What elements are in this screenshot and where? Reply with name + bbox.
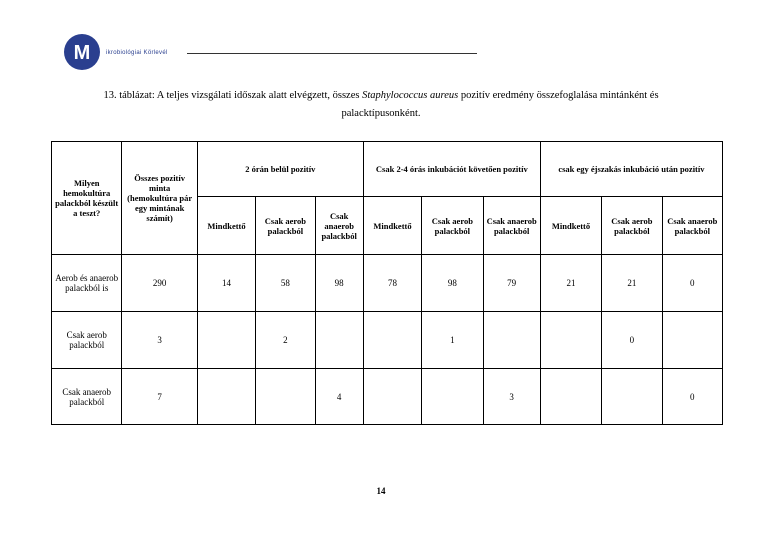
table-row bbox=[52, 369, 723, 425]
table-cell: 98 bbox=[315, 255, 363, 312]
table-cell: 14 bbox=[197, 255, 255, 312]
table-cell bbox=[197, 312, 255, 369]
table-cell bbox=[363, 312, 421, 369]
row-label: Aerob és anaerob palackból is bbox=[52, 255, 122, 312]
header-group-2h: 2 órán belül pozitív bbox=[197, 142, 363, 197]
table-cell bbox=[197, 369, 255, 425]
subheader-cell: Csak anaerob palackból bbox=[662, 197, 722, 255]
row-total: 7 bbox=[122, 369, 197, 425]
table-cell bbox=[315, 312, 363, 369]
table-cell: 2 bbox=[256, 312, 315, 369]
table-cell: 78 bbox=[363, 255, 421, 312]
page-header bbox=[62, 32, 482, 72]
header-rule bbox=[187, 53, 477, 54]
header-total-positive: Összes pozitív minta (hemokultúra pár egy mintának számít) bbox=[122, 142, 197, 255]
caption-prefix: 13. táblázat: A teljes vizsgálati időszak alatt elvégzett, összes bbox=[103, 90, 363, 101]
page-number: 14 bbox=[376, 486, 386, 496]
table-cell: 1 bbox=[422, 312, 483, 369]
caption-line2: palacktípusonként. bbox=[341, 108, 421, 119]
table-cell bbox=[422, 369, 483, 425]
caption-species: Staphylococcus aureus bbox=[362, 90, 459, 101]
row-label: Csak aerob palackból bbox=[52, 312, 122, 369]
subheader-cell: Csak aerob palackból bbox=[602, 197, 662, 255]
logo-icon bbox=[64, 34, 100, 70]
logo-text: ikrobiológiai Körlevél bbox=[106, 50, 168, 56]
table-cell: 3 bbox=[483, 369, 540, 425]
table-row bbox=[52, 255, 723, 312]
subheader-cell: Csak anaerob palackból bbox=[315, 197, 363, 255]
subheader-cell: Csak anaerob palackból bbox=[483, 197, 540, 255]
table-caption bbox=[52, 87, 710, 123]
header-group-overnight: csak egy éjszakás inkubáció után pozitív bbox=[540, 142, 722, 197]
table-cell bbox=[540, 312, 601, 369]
subheader-cell: Csak aerob palackból bbox=[422, 197, 483, 255]
header-bottle-type: Milyen hemokultúra palackból készült a teszt? bbox=[52, 142, 122, 255]
table-row bbox=[52, 312, 723, 369]
row-total: 290 bbox=[122, 255, 197, 312]
subheader-cell: Mindkettő bbox=[363, 197, 421, 255]
table-cell: 0 bbox=[662, 369, 722, 425]
subheader-cell: Mindkettő bbox=[540, 197, 601, 255]
table-cell bbox=[540, 369, 601, 425]
table-cell: 0 bbox=[662, 255, 722, 312]
subheader-cell: Mindkettő bbox=[197, 197, 255, 255]
row-total: 3 bbox=[122, 312, 197, 369]
table-cell: 4 bbox=[315, 369, 363, 425]
table-cell bbox=[602, 369, 662, 425]
table-cell bbox=[363, 369, 421, 425]
table-cell bbox=[662, 312, 722, 369]
caption-suffix: pozitív eredmény összefoglalása mintánként és bbox=[458, 90, 659, 101]
subheader-cell: Csak aerob palackból bbox=[256, 197, 315, 255]
results-table bbox=[51, 141, 723, 425]
svg-text:M: M bbox=[73, 42, 91, 64]
table-cell: 98 bbox=[422, 255, 483, 312]
table-cell: 58 bbox=[256, 255, 315, 312]
table-cell: 0 bbox=[602, 312, 662, 369]
header-group-2-4h: Csak 2-4 órás inkubációt követően pozitív bbox=[363, 142, 540, 197]
table-cell: 21 bbox=[540, 255, 601, 312]
table-cell bbox=[483, 312, 540, 369]
table-cell: 21 bbox=[602, 255, 662, 312]
row-label: Csak anaerob palackból bbox=[52, 369, 122, 425]
table-cell bbox=[256, 369, 315, 425]
table-cell: 79 bbox=[483, 255, 540, 312]
